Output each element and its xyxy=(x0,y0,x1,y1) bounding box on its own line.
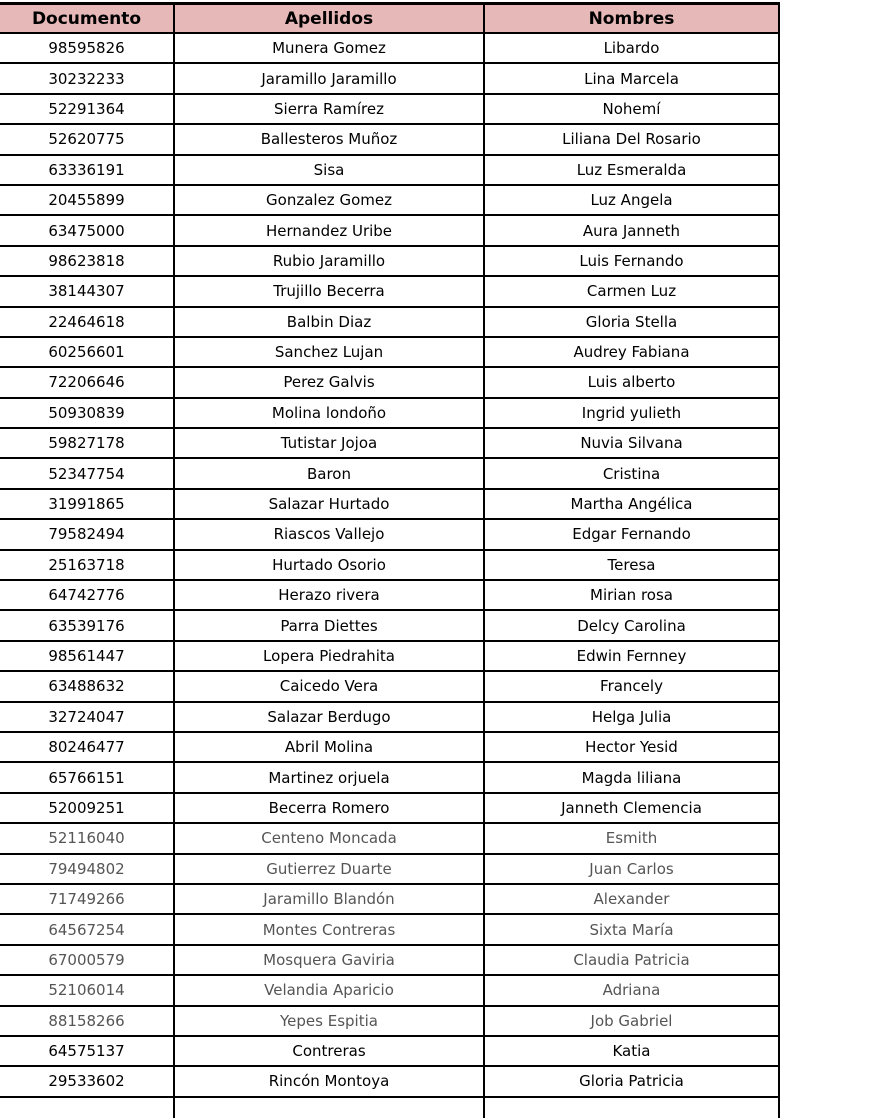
table-row xyxy=(0,459,780,489)
table-row xyxy=(0,855,780,885)
nombres-cell[interactable]: Adriana xyxy=(485,976,780,1004)
nombres-cell[interactable]: Carmen Luz xyxy=(485,277,780,305)
table-row xyxy=(0,247,780,277)
documento-cell[interactable]: 80246477 xyxy=(0,733,175,761)
apellidos-cell[interactable]: Tutistar Jojoa xyxy=(175,429,485,457)
table-row xyxy=(0,581,780,611)
documento-cell[interactable]: 64742776 xyxy=(0,581,175,609)
table-row xyxy=(0,733,780,763)
nombres-cell[interactable]: Gloria Stella xyxy=(485,308,780,336)
nombres-cell[interactable]: Sixta María xyxy=(485,915,780,943)
apellidos-cell[interactable]: Lopera Piedrahita xyxy=(175,642,485,670)
documento-cell[interactable]: 79582494 xyxy=(0,520,175,548)
documento-cell[interactable]: 60256601 xyxy=(0,338,175,366)
nombres-cell[interactable]: Alexander xyxy=(485,885,780,913)
apellidos-cell[interactable]: Martinez orjuela xyxy=(175,763,485,791)
apellidos-cell[interactable]: Parra Diettes xyxy=(175,611,485,639)
table-row xyxy=(0,338,780,368)
documento-cell[interactable]: 52116040 xyxy=(0,824,175,852)
table-row xyxy=(0,125,780,155)
apellidos-cell[interactable]: Munera Gomez xyxy=(175,34,485,62)
table-row xyxy=(0,34,780,64)
documento-cell[interactable]: 25163718 xyxy=(0,551,175,579)
apellidos-cell[interactable]: Rubio Jaramillo xyxy=(175,247,485,275)
documento-cell[interactable]: 98623818 xyxy=(0,247,175,275)
documento-cell[interactable]: 63539176 xyxy=(0,611,175,639)
nombres-cell[interactable]: Liliana Del Rosario xyxy=(485,125,780,153)
table-row xyxy=(0,763,780,793)
apellidos-cell[interactable]: Centeno Moncada xyxy=(175,824,485,852)
apellidos-cell[interactable]: Jaramillo Blandón xyxy=(175,885,485,913)
documento-cell[interactable]: 79494802 xyxy=(0,855,175,883)
nombres-cell[interactable]: Helga Julia xyxy=(485,703,780,731)
nombres-cell[interactable]: Claudia Patricia xyxy=(485,946,780,974)
apellidos-cell[interactable]: Becerra Romero xyxy=(175,794,485,822)
nombres-cell[interactable]: Hector Yesid xyxy=(485,733,780,761)
nombres-cell[interactable]: Katia xyxy=(485,1037,780,1065)
apellidos-cell[interactable]: Gutierrez Duarte xyxy=(175,855,485,883)
table-row xyxy=(0,490,780,520)
apellidos-cell[interactable]: Montes Contreras xyxy=(175,915,485,943)
documento-cell[interactable]: 29533602 xyxy=(0,1067,175,1095)
documento-cell[interactable]: 71749266 xyxy=(0,885,175,913)
table-row xyxy=(0,277,780,307)
documento-cell[interactable]: 72206646 xyxy=(0,368,175,396)
apellidos-cell[interactable]: Herazo rivera xyxy=(175,581,485,609)
nombres-cell[interactable]: Juan Carlos xyxy=(485,855,780,883)
documento-cell[interactable]: 52009251 xyxy=(0,794,175,822)
apellidos-cell[interactable]: Caicedo Vera xyxy=(175,672,485,700)
table-row xyxy=(0,399,780,429)
table-row xyxy=(0,429,780,459)
apellidos-cell[interactable]: Mosquera Gaviria xyxy=(175,946,485,974)
table-row xyxy=(0,216,780,246)
documento-cell[interactable]: 59827178 xyxy=(0,429,175,457)
documento-cell[interactable]: 32724047 xyxy=(0,703,175,731)
nombres-cell[interactable]: Libardo xyxy=(485,34,780,62)
nombres-cell[interactable]: Job Gabriel xyxy=(485,1007,780,1035)
table-row xyxy=(0,824,780,854)
table-row xyxy=(0,95,780,125)
apellidos-cell[interactable]: Yepes Espitia xyxy=(175,1007,485,1035)
apellidos-cell[interactable]: Baron xyxy=(175,459,485,487)
nombres-cell[interactable]: Luz Angela xyxy=(485,186,780,214)
documento-cell[interactable]: 98595826 xyxy=(0,34,175,62)
apellidos-cell[interactable]: Perez Galvis xyxy=(175,368,485,396)
table-row xyxy=(0,703,780,733)
documento-cell[interactable]: 52620775 xyxy=(0,125,175,153)
table-row xyxy=(0,1037,780,1067)
nombres-cell[interactable]: Teresa xyxy=(485,551,780,579)
nombres-cell[interactable]: Nuvia Silvana xyxy=(485,429,780,457)
table-row xyxy=(0,308,780,338)
table-row xyxy=(0,156,780,186)
apellidos-cell[interactable]: Sanchez Lujan xyxy=(175,338,485,366)
documento-cell[interactable]: 50930839 xyxy=(0,399,175,427)
header-apellidos[interactable]: Apellidos xyxy=(175,5,485,32)
nombres-cell[interactable]: Janneth Clemencia xyxy=(485,794,780,822)
header-nombres[interactable]: Nombres xyxy=(485,5,780,32)
apellidos-cell[interactable]: Contreras xyxy=(175,1037,485,1065)
nombres-cell[interactable]: Magda liliana xyxy=(485,763,780,791)
documento-cell[interactable]: 63488632 xyxy=(0,672,175,700)
nombres-cell[interactable]: Ingrid yulieth xyxy=(485,399,780,427)
apellidos-cell[interactable]: Balbin Diaz xyxy=(175,308,485,336)
table-row xyxy=(0,611,780,641)
table-row xyxy=(0,186,780,216)
apellidos-cell[interactable]: Hernandez Uribe xyxy=(175,216,485,244)
nombres-cell[interactable]: Audrey Fabiana xyxy=(485,338,780,366)
apellidos-cell[interactable]: Trujillo Becerra xyxy=(175,277,485,305)
documento-cell[interactable]: 52347754 xyxy=(0,459,175,487)
apellidos-cell[interactable]: Ballesteros Muñoz xyxy=(175,125,485,153)
documento-cell[interactable]: 64567254 xyxy=(0,915,175,943)
table-row xyxy=(0,642,780,672)
documento-cell[interactable]: 31991865 xyxy=(0,490,175,518)
header-row xyxy=(0,5,780,34)
table-row xyxy=(0,64,780,94)
table-row xyxy=(0,1007,780,1037)
documento-cell[interactable]: 88158266 xyxy=(0,1007,175,1035)
documento-cell[interactable]: 22464618 xyxy=(0,308,175,336)
header-documento[interactable]: Documento xyxy=(0,5,175,32)
apellidos-cell[interactable]: Riascos Vallejo xyxy=(175,520,485,548)
nombres-cell[interactable]: Delcy Carolina xyxy=(485,611,780,639)
apellidos-cell[interactable]: Salazar Hurtado xyxy=(175,490,485,518)
apellidos-cell[interactable]: Hurtado Osorio xyxy=(175,551,485,579)
apellidos-cell[interactable]: Velandia Aparicio xyxy=(175,976,485,1004)
apellidos-cell[interactable]: Rincón Montoya xyxy=(175,1067,485,1095)
partial-row xyxy=(0,1098,780,1118)
documento-cell[interactable]: 38144307 xyxy=(0,277,175,305)
table-row xyxy=(0,551,780,581)
nombres-cell[interactable]: Edgar Fernando xyxy=(485,520,780,548)
documento-cell[interactable]: 63475000 xyxy=(0,216,175,244)
table-row xyxy=(0,672,780,702)
nombres-cell[interactable]: Gloria Patricia xyxy=(485,1067,780,1095)
nombres-cell[interactable]: Luis Fernando xyxy=(485,247,780,275)
documento-cell[interactable]: 64575137 xyxy=(0,1037,175,1065)
nombres-cell[interactable]: Lina Marcela xyxy=(485,64,780,92)
table-row xyxy=(0,794,780,824)
documento-cell[interactable]: 63336191 xyxy=(0,156,175,184)
apellidos-cell[interactable]: Sisa xyxy=(175,156,485,184)
nombres-cell[interactable]: Cristina xyxy=(485,459,780,487)
nombres-cell[interactable]: Edwin Fernney xyxy=(485,642,780,670)
table-row xyxy=(0,520,780,550)
people-table xyxy=(0,2,780,1118)
nombres-cell[interactable]: Aura Janneth xyxy=(485,216,780,244)
documento-cell[interactable]: 98561447 xyxy=(0,642,175,670)
table-row xyxy=(0,976,780,1006)
apellidos-cell[interactable]: Jaramillo Jaramillo xyxy=(175,64,485,92)
nombres-cell[interactable]: Nohemí xyxy=(485,95,780,123)
table-row xyxy=(0,368,780,398)
apellidos-cell[interactable]: Molina londoño xyxy=(175,399,485,427)
nombres-cell[interactable]: Luz Esmeralda xyxy=(485,156,780,184)
documento-cell[interactable]: 30232233 xyxy=(0,64,175,92)
apellidos-cell[interactable]: Abril Molina xyxy=(175,733,485,761)
table-row xyxy=(0,885,780,915)
documento-cell[interactable]: 65766151 xyxy=(0,763,175,791)
nombres-cell[interactable]: Luis alberto xyxy=(485,368,780,396)
nombres-cell[interactable]: Francely xyxy=(485,672,780,700)
nombres-cell[interactable]: Esmith xyxy=(485,824,780,852)
documento-cell[interactable]: 52291364 xyxy=(0,95,175,123)
apellidos-cell[interactable]: Gonzalez Gomez xyxy=(175,186,485,214)
nombres-cell[interactable]: Martha Angélica xyxy=(485,490,780,518)
documento-cell[interactable]: 52106014 xyxy=(0,976,175,1004)
table-row xyxy=(0,1067,780,1097)
table-row xyxy=(0,946,780,976)
apellidos-cell[interactable]: Sierra Ramírez xyxy=(175,95,485,123)
table-row xyxy=(0,915,780,945)
documento-cell[interactable]: 67000579 xyxy=(0,946,175,974)
nombres-cell[interactable]: Mirian rosa xyxy=(485,581,780,609)
documento-cell[interactable]: 20455899 xyxy=(0,186,175,214)
apellidos-cell[interactable]: Salazar Berdugo xyxy=(175,703,485,731)
